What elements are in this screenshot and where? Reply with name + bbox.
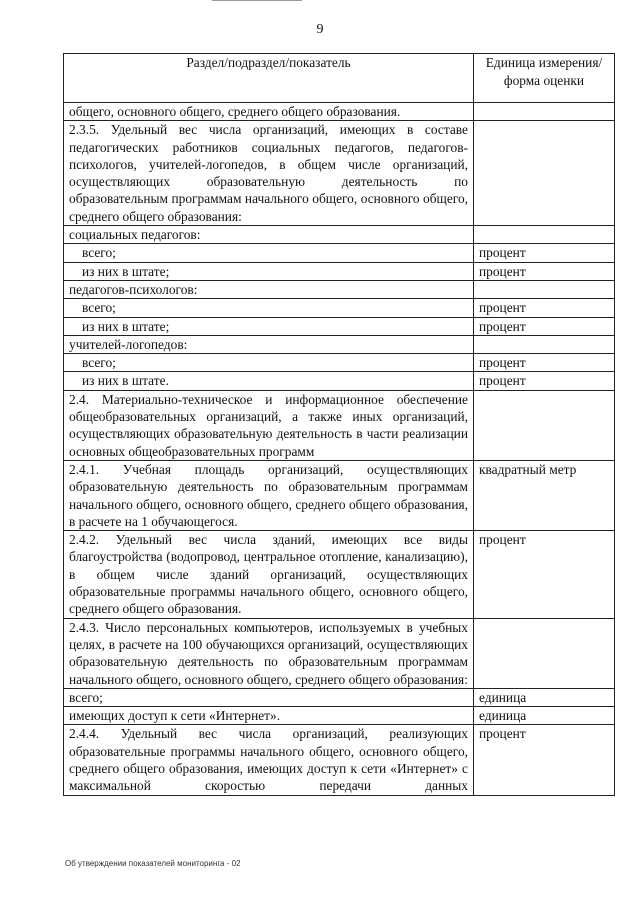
table-row	[64, 372, 615, 390]
row-text: 2.4.1. Учебная площадь организаций, осуществляющих образовательную деятельность по образовательным программам начального общего, основного общего, среднего общего образования, в расчете на 1 обучающегося.	[64, 460, 474, 530]
table-row	[64, 725, 615, 795]
row-unit: процент	[474, 372, 615, 390]
row-text: педагогов-психологов:	[64, 280, 474, 298]
row-text: 2.3.5. Удельный вес числа организаций, имеющих в составе педагогических работников социальных педагогов, педагогов-психологов, учителей-логопедов, в общем числе организаций, осуществляющих образовательную деятельность по образовательным программам начального общего, основного общего, среднего общего образования:	[64, 121, 474, 226]
row-text: 2.4.4. Удельный вес числа организаций, реализующих образовательные программы начального общего, основного общего, среднего общего образования, имеющих доступ к сети «Интернет» с максимальной скоростью передачи данных	[64, 725, 474, 795]
page-footer: Об утверждении показателей мониторинга - 02	[65, 859, 241, 868]
row-unit	[474, 280, 615, 298]
row-text: 2.4. Материально-техническое и информационное обеспечение общеобразовательных организаций, а также иных организаций, осуществляющих образовательную деятельность в части реализации основных общеобразовательных программ	[64, 390, 474, 460]
row-unit: процент	[474, 354, 615, 372]
table-row	[64, 354, 615, 372]
table-row	[64, 262, 615, 280]
row-text: из них в штате;	[64, 262, 474, 280]
table-row	[64, 688, 615, 706]
table-row	[64, 244, 615, 262]
row-unit: единица	[474, 707, 615, 725]
table-row	[64, 618, 615, 688]
header-section: Раздел/подраздел/показатель	[64, 54, 474, 103]
table-row	[64, 707, 615, 725]
row-text: социальных педагогов:	[64, 226, 474, 244]
table-row	[64, 226, 615, 244]
row-unit: процент	[474, 531, 615, 618]
row-unit: квадратный метр	[474, 460, 615, 530]
table-row	[64, 103, 615, 121]
row-text: всего;	[64, 354, 474, 372]
row-unit	[474, 121, 615, 226]
row-text: имеющих доступ к сети «Интернет».	[64, 707, 474, 725]
row-unit: процент	[474, 725, 615, 795]
row-unit	[474, 335, 615, 353]
row-text: из них в штате.	[64, 372, 474, 390]
page-number: 9	[316, 22, 324, 37]
row-unit	[474, 226, 615, 244]
row-unit: процент	[474, 317, 615, 335]
row-unit	[474, 618, 615, 688]
table-row	[64, 531, 615, 618]
table-row	[64, 280, 615, 298]
row-text: общего, основного общего, среднего общего образования.	[64, 103, 474, 121]
table-row	[64, 299, 615, 317]
row-unit: процент	[474, 262, 615, 280]
row-text: всего;	[64, 688, 474, 706]
table-row	[64, 317, 615, 335]
row-text: из них в штате;	[64, 317, 474, 335]
row-text: учителей-логопедов:	[64, 335, 474, 353]
row-text: 2.4.3. Число персональных компьютеров, используемых в учебных целях, в расчете на 100 обучающихся организаций, осуществляющих образовательную деятельность по образовательным программам начального общего, основного общего, среднего общего образования:	[64, 618, 474, 688]
header-unit: Единица измерения/ форма оценки	[474, 54, 615, 103]
row-text: 2.4.2. Удельный вес числа зданий, имеющих все виды благоустройства (водопровод, центральное отопление, канализацию), в общем числе зданий организаций, осуществляющих образовательные программы начального общего, основного общего, среднего общего образования.	[64, 531, 474, 618]
row-text: всего;	[64, 244, 474, 262]
top-decorative-line	[212, 0, 302, 1]
row-unit: единица	[474, 688, 615, 706]
table-row	[64, 460, 615, 530]
table-header-row	[64, 54, 615, 103]
table-row	[64, 121, 615, 226]
row-unit: процент	[474, 244, 615, 262]
row-unit: процент	[474, 299, 615, 317]
indicator-table	[63, 53, 615, 796]
table-row	[64, 335, 615, 353]
table-row	[64, 390, 615, 460]
row-unit	[474, 390, 615, 460]
row-unit	[474, 103, 615, 121]
row-text: всего;	[64, 299, 474, 317]
